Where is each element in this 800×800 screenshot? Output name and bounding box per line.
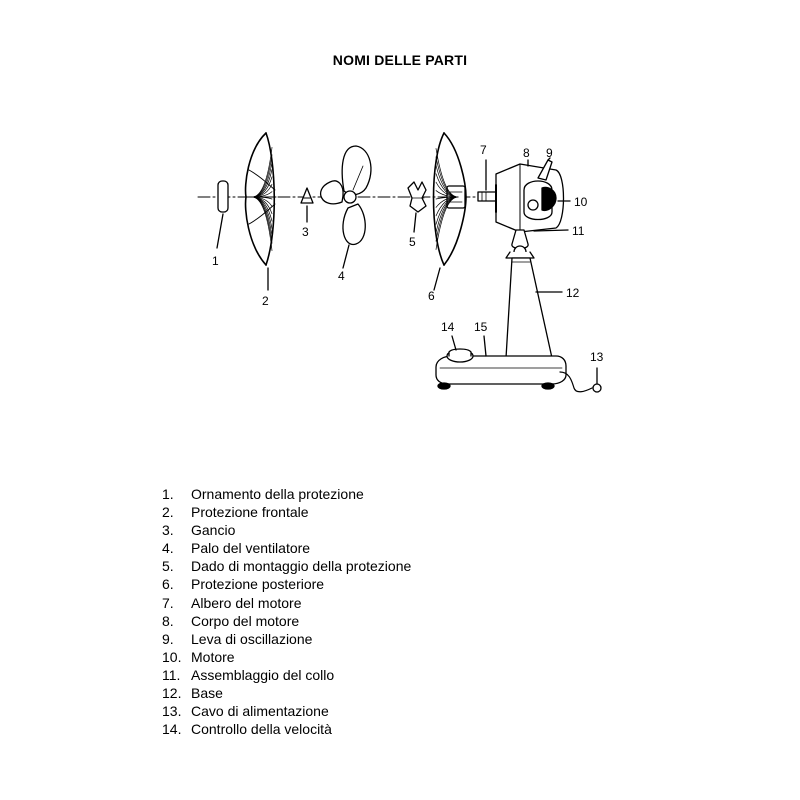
callout-13: 13	[590, 350, 604, 364]
speed-control-part	[447, 349, 473, 362]
base-pole-part	[506, 258, 552, 358]
list-item-number: 10.	[162, 648, 182, 665]
list-item-label: Palo del ventilatore	[191, 540, 311, 557]
leader-line-14	[452, 336, 456, 350]
list-item-label: Motore	[191, 648, 235, 665]
list-item-label: Controllo della velocità	[191, 721, 332, 738]
leader-line-4	[343, 245, 349, 268]
list-item-number: 14.	[162, 721, 182, 738]
list-item-label: Ornamento della protezione	[191, 486, 364, 502]
callout-15: 15	[474, 320, 488, 334]
list-item-label: Corpo del motore	[191, 612, 300, 629]
callout-10: 10	[574, 195, 588, 209]
motor-part	[524, 181, 556, 220]
list-item-label: Leva di oscillazione	[191, 630, 313, 647]
list-item-label: Assemblaggio del collo	[191, 666, 335, 683]
list-item	[162, 503, 411, 521]
hook-part	[301, 188, 313, 203]
list-item-number: 5.	[162, 558, 174, 575]
list-item-label: Protezione frontale	[191, 504, 309, 521]
list-item	[162, 521, 411, 539]
list-item	[162, 702, 411, 720]
leader-line-15	[484, 336, 486, 356]
list-item	[162, 612, 411, 630]
leader-line-5	[414, 213, 416, 232]
callout-7: 7	[480, 143, 487, 157]
guard-ornament-part	[218, 181, 228, 212]
list-item-number: 6.	[162, 576, 174, 593]
list-item-label: Base	[191, 685, 223, 702]
list-item	[162, 666, 411, 684]
list-item-number: 13.	[162, 703, 182, 720]
front-guard-part	[246, 133, 276, 265]
list-item	[162, 630, 411, 648]
motor-shaft-part	[478, 192, 496, 201]
callout-1: 1	[212, 254, 219, 268]
list-item	[162, 539, 411, 557]
leader-line-6	[434, 268, 440, 290]
callout-6: 6	[428, 289, 435, 303]
list-item-number: 1.	[162, 486, 174, 502]
list-item	[162, 575, 411, 593]
list-item-number: 8.	[162, 612, 174, 629]
page-title: NOMI DELLE PARTI	[332, 52, 468, 68]
list-item-number: 12.	[162, 685, 182, 702]
callout-2: 2	[262, 294, 269, 308]
callout-4: 4	[338, 269, 345, 283]
blade-part	[321, 146, 371, 244]
callout-5: 5	[409, 235, 416, 249]
list-item	[162, 684, 411, 702]
list-item-label: Protezione posteriore	[191, 576, 325, 593]
leader-line-1	[217, 214, 223, 248]
list-item-number: 4.	[162, 540, 174, 557]
parts-list	[162, 485, 411, 738]
list-item-number: 11.	[162, 666, 181, 683]
list-item	[162, 557, 411, 575]
list-item-number: 2.	[162, 504, 174, 521]
neck-assembly-part	[506, 230, 534, 258]
list-item-label: Dado di montaggio della protezione	[191, 558, 412, 575]
callout-9: 9	[546, 146, 553, 160]
rear-guard-part	[434, 133, 467, 265]
callout-14: 14	[441, 320, 455, 334]
list-item-label: Gancio	[191, 522, 236, 539]
list-item	[162, 648, 411, 666]
callout-11: 11	[572, 224, 585, 238]
callout-8: 8	[523, 146, 530, 160]
list-item	[162, 720, 411, 738]
list-item-label: Cavo di alimentazione	[191, 703, 329, 720]
list-item-number: 7.	[162, 594, 174, 611]
callout-12: 12	[566, 286, 580, 300]
list-item-number: 3.	[162, 522, 174, 539]
list-item-number: 9.	[162, 630, 174, 647]
list-item	[162, 594, 411, 612]
list-item-label: Albero del motore	[191, 594, 302, 611]
list-item	[162, 485, 411, 503]
callout-3: 3	[302, 225, 309, 239]
